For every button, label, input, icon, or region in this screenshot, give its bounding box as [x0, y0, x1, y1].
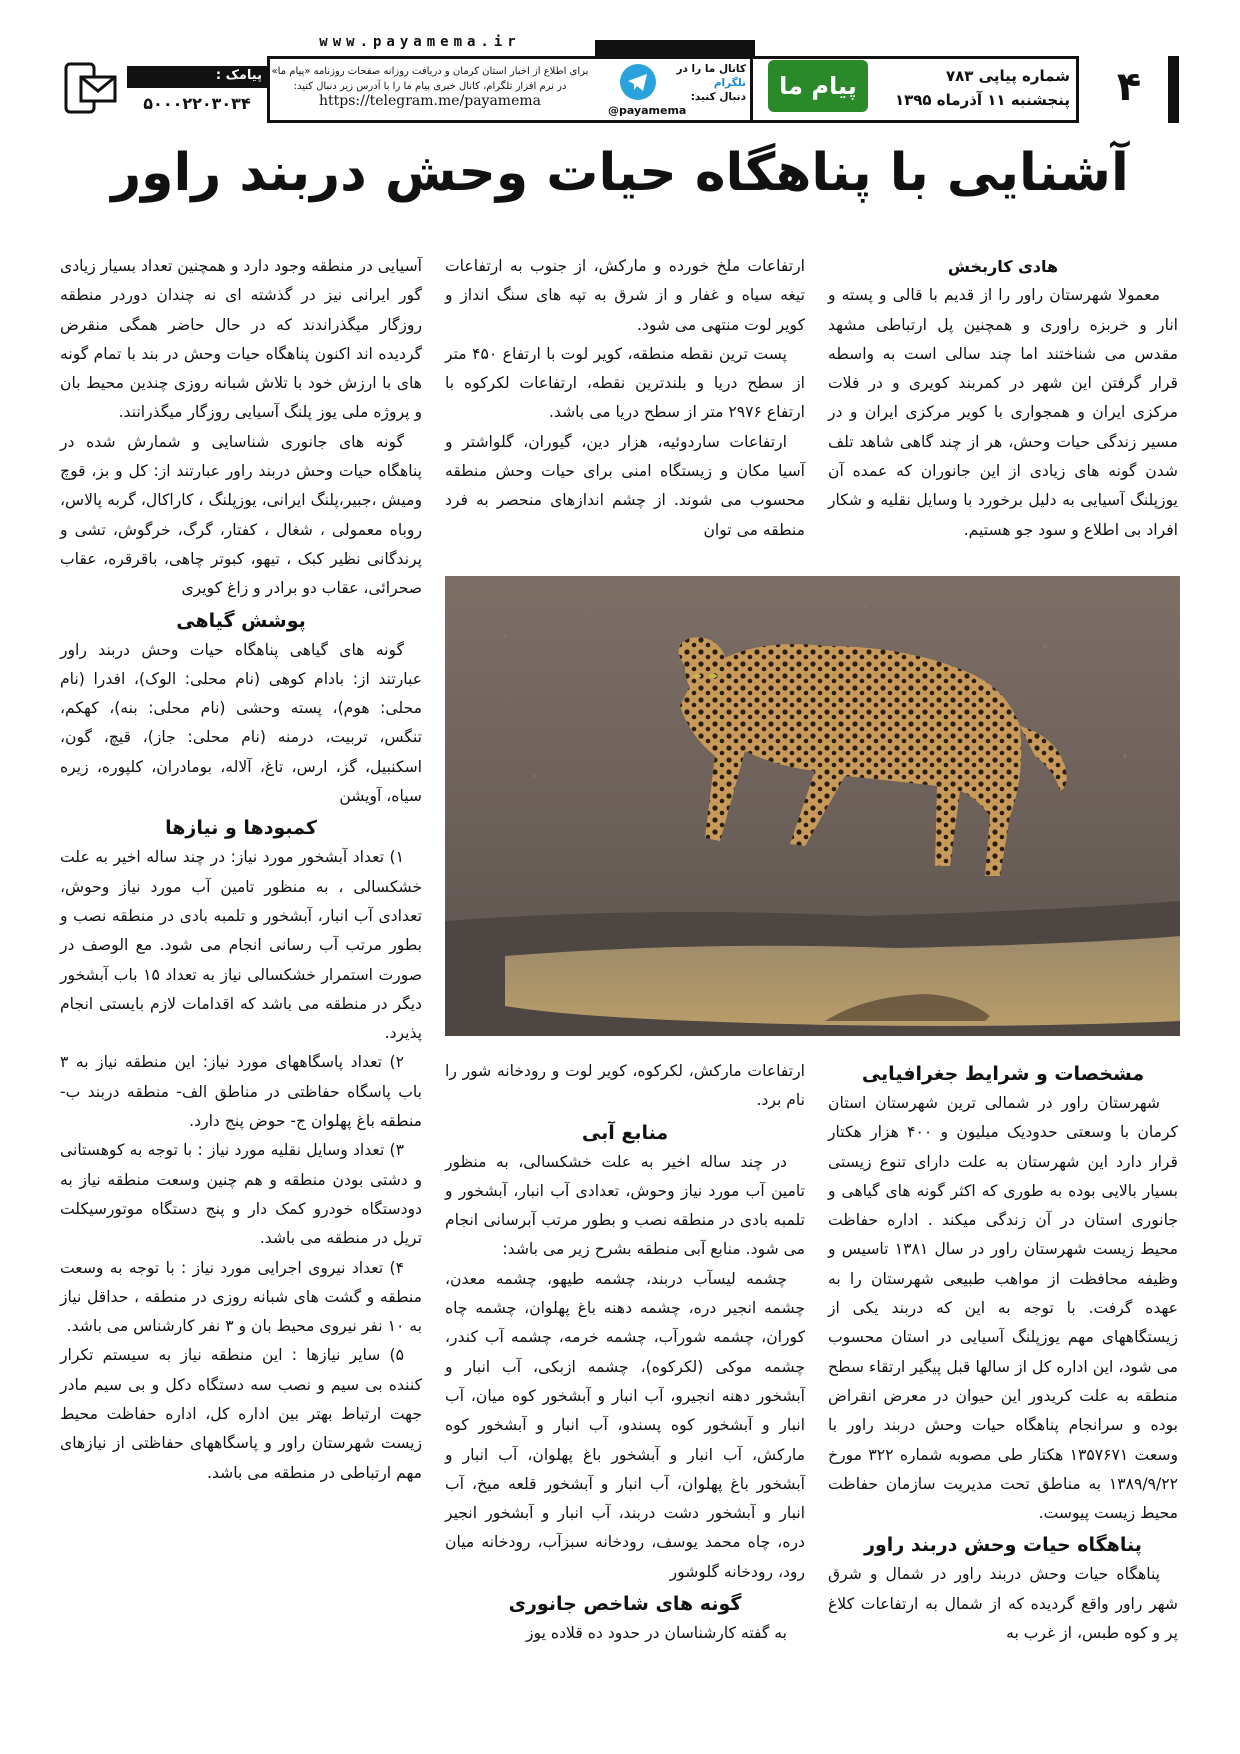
section-heading-needs: کمبودها و نیازها	[165, 817, 317, 840]
left-column	[60, 252, 422, 1488]
telegram-word: تلگرام	[713, 77, 746, 89]
paragraph: ۵) سایر نیازها : این منطقه نیاز به سیستم تکرار کننده بی سیم و نصب سه دستگاه دکل و بی سیم مادر جهت ارتباط بهتر بین اداره کل، اداره حفاظت محیط زیست شهرستان راور و پاسگاههای حفاظتی از نیازهای مهم ارتباطی در منطقه می باشد.	[60, 1346, 422, 1482]
telegram-info	[270, 64, 590, 109]
mobile-message-icon	[63, 61, 119, 117]
paragraph: ارتفاعات ساردوئیه، هزار دین، گیوران، گلواشتر و آسیا مکان و زیستگاه امنی برای حیات وحش منطقه محسوب می شوند. از چشم اندازهای منحصر به فرد منطقه می توان	[445, 432, 805, 539]
page-number-box	[1076, 56, 1179, 123]
author-name: هادی کاربخش	[947, 257, 1059, 276]
page-number: ۴	[1116, 64, 1142, 110]
section-heading-geography: مشخصات و شرایط جغرافیایی	[861, 1063, 1145, 1085]
sms-box	[57, 56, 270, 123]
telegram-handle[interactable]: @payamema	[608, 104, 687, 117]
right-black-bar	[1168, 56, 1179, 123]
paragraph: آسیایی در منطقه وجود دارد و همچنین تعداد بسیار زیادی گور ایرانی نیز در گذشته ای نه چندان دوردر منطقه روزگار میگذراندند که در حال حاضر همگی منقرض گردیده اند اکنون پناهگاه حیات وحش در بند با تمام گونه های با ارزش خود با تلاش شبانه روزی چندین محیط بان و پروژه ملی یوز پلنگ آسیایی روزگار میگذرانند.	[60, 257, 422, 422]
leopard-image	[445, 576, 1180, 1036]
paragraph: ۴) تعداد نیروی اجرایی مورد نیاز : با توجه به وسعت منطقه و گشت های شبانه روزی در منطقه ، حداقل نیاز به ۱۰ نفر نیروی محیط بان و ۳ نفر کارشناس می باشد.	[60, 1258, 422, 1336]
right-column-top	[828, 252, 1178, 545]
paragraph: گونه های گیاهی پناهگاه حیات وحش دربند راور عبارتند از: بادام کوهی (نام محلی: الوک)، افدرا (نام محلی: هوم)، پسته وحشی (نام محلی: بنه)، کهکم، تنگس، تربیت، درمنه (نام محلی: جاز)، قیچ، گون، اسکنبیل، گز، ارس، تاغ، آلاله، بومادران، کلپوره، زیره سیاه، آویشن	[60, 640, 422, 806]
paragraph: گونه های جانوری شناسایی و شمارش شده در پناهگاه حیات وحش دربند راور عبارتند از: کل و بز، قوچ ومیش ،جبیر،پلنگ ایرانی، یوزپلنگ ، کاراکال، گربه پالاس، روباه معمولی ، شغال ، کفتار، گرگ، خرگوش، تشی و پرندگانی نظیر کبک ، تیهو، کبوتر چاهی، باقرقره، عقاب صحرائی، عقاب دو برادر و زاغ کویری	[60, 432, 422, 598]
paragraph: پست ترین نقطه منطقه، کویر لوت با ارتفاع ۴۵۰ متر از سطح دریا و بلندترین نقطه، ارتفاعات لکرکوه با ارتفاع ۲۹۷۶ متر از سطح دریا می باشد.	[445, 344, 805, 422]
paragraph: در چند ساله اخیر به علت خشکسالی، به منظور تامین آب مورد نیاز وحوش، تعدادی آب انبار، آبشخور و تلمبه بادی در منطقه نصب و بطور مرتب آبرسانی انجام می شود. منابع آبی منطقه بشرح زیر می باشد:	[445, 1152, 805, 1259]
paragraph: ۱) تعداد آبشخور مورد نیاز: در چند ساله اخیر به علت خشکسالی ، به منظور تامین آب مورد نیاز وحوش، تعدادی آب انبار، آبشخور و تلمبه بادی در منطقه نصب و بطور مرتب آب رسانی انجام می شود. مع الوصف در صورت استمرار خشکسالی نیاز به تعداد ۱۵ باب آبشخور دیگر در منطقه می باشد که اقدامات لازم بایستی انجام پذیرد.	[60, 848, 422, 1043]
section-heading-vegetation: پوشش گیاهی	[176, 609, 306, 632]
logo-separator	[750, 56, 753, 123]
paragraph: شهرستان راور در شمالی ترین شهرستان استان کرمان با وسعتی حدودیک میلیون و ۴۰۰ هزار هکتار قرار دارد این شهرستان به علت دارای تنوع زیستی بسیار بالایی بوده به طوری که اکثر گونه های گیاهی و جانوری استان در آن زندگی میکند . اداره حفاظت محیط زیست شهرستان راور در سال ۱۳۸۱ تاسیس و وظیفه محافظت از مواهب طبیعی شهرستان را به عهده گرفت. با توجه به این که دربند یکی از زیستگاههای مهم یوزپلنگ آسیایی در استان محسوب می شود، این اداره کل از سالها قبل پیگیر ارتقاء سطح منطقه به علت کریدور این حیوان در معرض انقراض بوده و سرانجام پناهگاه حیات وحش دربند راور با وسعت ۱۳۵۷۶۷۱ هکتار طی مصوبه شماره ۳۲۲ مورخ ۱۳۸۹/۹/۲۲ به مناطق تحت مدیریت سازمان حفاظت محیط زیست پیوست.	[828, 1094, 1179, 1523]
article-title: آشنایی با پناهگاه حیات وحش دربند راور	[111, 143, 1129, 203]
section-heading-refuge: پناهگاه حیات وحش دربند راور	[864, 1534, 1142, 1557]
paragraph: به گفته کارشناسان در حدود ده قلاده یوز	[526, 1624, 787, 1643]
info-line-1: برای اطلاع از اخبار استان کرمان و دریافت روزانه صفحات روزنامه «پیام ما»	[271, 66, 589, 77]
issue-number: شماره پیاپی ۷۸۳	[945, 67, 1070, 85]
info-line-2: در نرم افزار تلگرام، کانال خبری پیام ما را با آدرس زیر دنبال کنید:	[293, 81, 567, 92]
paragraph: ۳) تعداد وسایل نقلیه مورد نیاز : با توجه به کوهستانی و دشتی بودن منطقه و هم چنین وسعت منطقه نیاز به دودستگاه خودرو کمک دار و پنج دستگاه موتورسیکلت تریل در منطقه می باشد.	[60, 1141, 422, 1248]
newspaper-logo[interactable]	[768, 60, 868, 112]
sms-number: ۵۰۰۰۲۲۰۳۰۳۴	[143, 94, 251, 113]
telegram-dark-tab	[595, 40, 755, 56]
right-column-bottom	[828, 1057, 1178, 1648]
section-heading-fauna: گونه های شاخص جانوری	[508, 1593, 742, 1616]
logo-text: پیام ما	[779, 72, 857, 100]
middle-column-bottom	[445, 1057, 805, 1648]
paragraph: پناهگاه حیات وحش دربند راور در شمال و شرق شهر راور واقع گردیده که از شمال به ارتفاعات کلاغ پر و کوه طبس، از غرب به	[828, 1565, 1178, 1643]
leopard-photo	[445, 576, 1180, 1036]
section-heading-water: منابع آبی	[581, 1121, 669, 1144]
paragraph: ارتفاعات ملخ خورده و مارکش، از جنوب به ارتفاعات تیغه سیاه و غفار و از شرق به تپه های سنگ انداز و کویر لوت منتهی می شود.	[445, 257, 805, 334]
telegram-url[interactable]: https://telegram.me/payamema	[319, 93, 541, 109]
telegram-icon	[620, 64, 656, 100]
sms-label: پیامک :	[215, 68, 262, 83]
paragraph: چشمه لیسآب دربند، چشمه طیهو، چشمه معدن، چشمه انجیر دره، چشمه دهنه باغ پهلوان، چشمه چاه کوران، چشمه شورآب، چشمه خرمه، چشمه آب کندر، چشمه موکی (لکرکوه)، چشمه ازبکی، آب انبار و آبشخور دهنه انجیرو، آب انبار و آبشخور کوه میان، آب انبار و آبشخور کوه پسندو، آب انبار و آبشخور کوه مارکش، آب انبار و آبشخور باغ پهلوان، آب انبار و آبشخور باغ پهلوان، آب انبار و آبشخور قلعه میخ، آب انبار و آبشخور دشت دربند، آب انبار و آبشخور انجیر دره، چاه محمد یوسف، رودخانه سبزآب، رودخانه میان رود، رودخانه گلوشور	[445, 1269, 805, 1581]
paper-plane-icon	[620, 64, 656, 100]
paragraph: ارتفاعات مارکش، لکرکوه، کویر لوت و رودخانه شور را نام برد.	[445, 1062, 805, 1110]
middle-column-top	[445, 252, 805, 545]
paragraph: ۲) تعداد پاسگاههای مورد نیاز: این منطقه نیاز به ۳ باب پاسگاه حفاظتی در مناطق الف- منطقه دربند ب- منطقه باغ پهلوان ج- حوض پنج دارد.	[60, 1053, 422, 1131]
issue-date: پنجشنبه ۱۱ آذرماه ۱۳۹۵	[894, 91, 1070, 109]
telegram-promo-text: کانال ما را در تلگرام دنبال کنید:	[658, 62, 746, 104]
paragraph: معمولا شهرستان راور را از قدیم با قالی و پسته و انار و خربزه راوری و همچنین پل ارتباطی مشهد مقدس می شناختند اما چند سالی است به واسطه قرار گرفتن این شهر در کمربند کویری و در فلات مرکزی ایران و همجواری با کویر مرکزی ایران و در مسیر زندگی حیات وحش، هر از چند گاهی شاهد تلف شدن گونه های زیادی از این جانوران که عمده آن یوزپلنگ آسیایی به دلیل برخورد با وسایل نقلیه و شکار افراد بی اطلاع و سود جو هستیم.	[828, 286, 1178, 539]
website-url[interactable]: www.payamema.ir	[319, 34, 521, 50]
issue-info	[880, 64, 1070, 112]
telegram-promo[interactable]	[600, 56, 750, 123]
